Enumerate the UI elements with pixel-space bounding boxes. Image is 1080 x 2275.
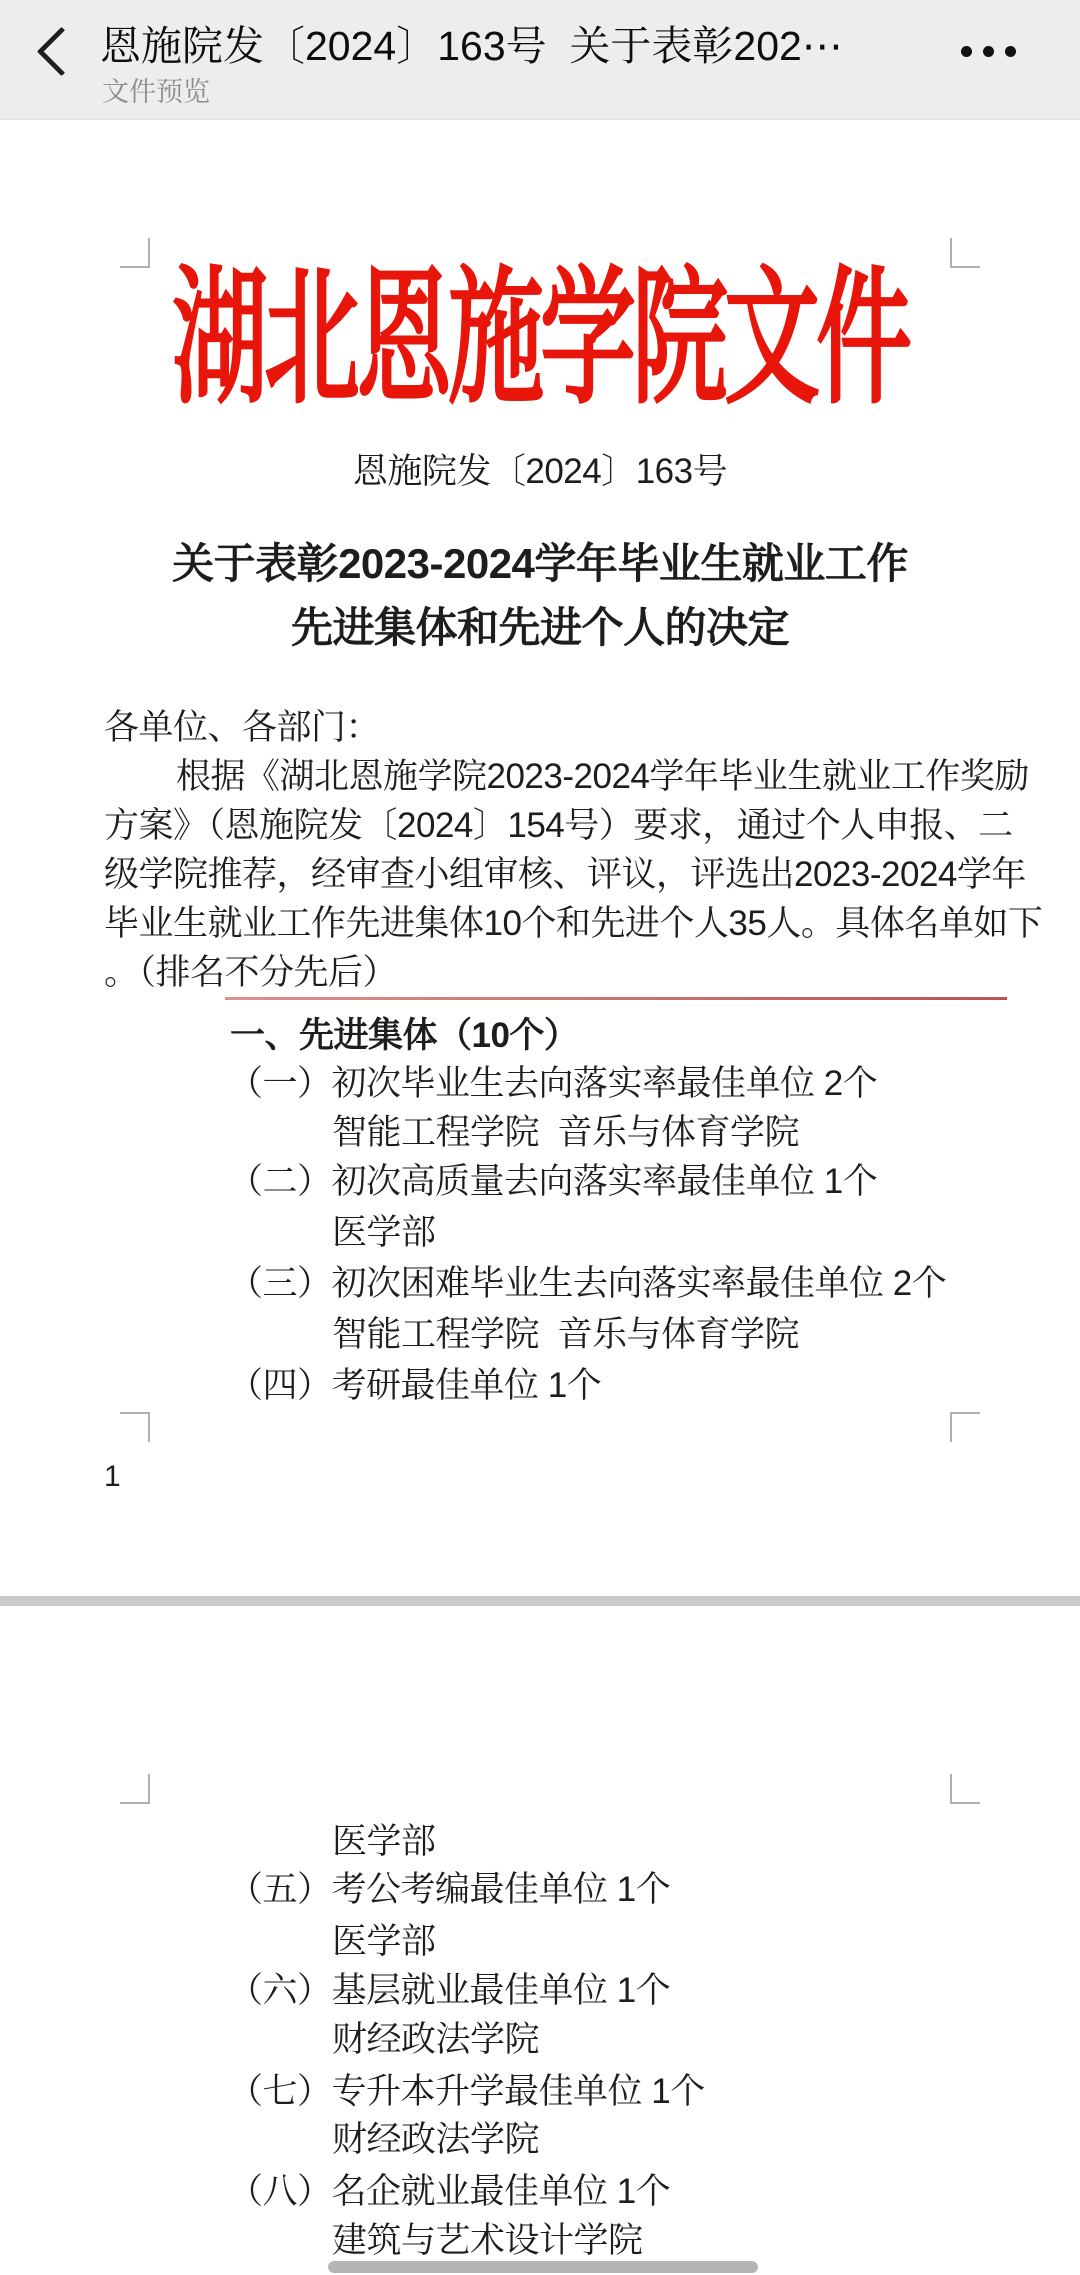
corner-mark — [120, 1412, 150, 1442]
more-dots-icon[interactable] — [961, 46, 1016, 57]
document-page-2[interactable] — [0, 1606, 1080, 2275]
back-chevron-icon[interactable] — [37, 27, 86, 76]
doc-text-line: （二）初次高质量去向落实率最佳单位 1个 — [228, 1162, 878, 1201]
doc-text-line: （八）名企就业最佳单位 1个 — [228, 2172, 671, 2211]
doc-text-line: 智能工程学院 音乐与体育学院 — [332, 1113, 799, 1152]
doc-text-line: 建筑与艺术设计学院 — [332, 2221, 643, 2260]
doc-text-line: （三）初次困难毕业生去向落实率最佳单位 2个 — [228, 1264, 947, 1303]
red-masthead: 湖北恩施学院文件 — [172, 256, 908, 423]
doc-text-line: 财经政法学院 — [332, 2020, 540, 2059]
doc-text-line: （四）考研最佳单位 1个 — [228, 1366, 602, 1405]
doc-text-line: （六）基层就业最佳单位 1个 — [228, 1971, 671, 2010]
file-preview-label: 文件预览 — [102, 77, 210, 107]
page-gap-divider — [0, 1596, 1080, 1606]
doc-text-line: 关于表彰2023-2024学年毕业生就业工作 — [172, 540, 908, 587]
doc-text-line: 方案》（恩施院发〔2024〕154号）要求，通过个人申报、二 — [104, 806, 1013, 845]
doc-text-line: 医学部 — [332, 1922, 436, 1961]
doc-text-line: 级学院推荐，经审查小组审核、评议，评选出2023-2024学年 — [104, 855, 1026, 894]
doc-text-line: 毕业生就业工作先进集体10个和先进个人35人。具体名单如下 — [104, 904, 1043, 943]
doc-text-line: 医学部 — [332, 1822, 436, 1861]
doc-text-line: 恩施院发〔2024〕163号 — [352, 452, 728, 491]
page-number: 1 — [104, 1460, 121, 1493]
doc-text-line: 医学部 — [332, 1213, 436, 1252]
gesture-bar[interactable] — [328, 2261, 758, 2273]
top-navigation-bar — [0, 0, 1080, 120]
doc-text-line: 财经政法学院 — [332, 2120, 540, 2159]
file-title: 恩施院发〔2024〕163号 关于表彰202⋯ — [100, 23, 843, 69]
doc-text-line: （五）考公考编最佳单位 1个 — [228, 1870, 671, 1909]
red-divider-line — [225, 997, 1007, 1000]
doc-text-line: （七）专升本升学最佳单位 1个 — [228, 2072, 705, 2111]
doc-text-line: 各单位、各部门： — [104, 708, 381, 747]
corner-mark — [950, 1774, 980, 1804]
corner-mark — [950, 1412, 980, 1442]
corner-mark — [120, 1774, 150, 1804]
doc-text-line: （一）初次毕业生去向落实率最佳单位 2个 — [228, 1064, 878, 1103]
doc-text-line: 一、先进集体（10个） — [230, 1016, 579, 1055]
doc-text-line: 。（排名不分先后） — [104, 953, 398, 992]
document-page-1[interactable] — [0, 120, 1080, 1596]
doc-text-line: 智能工程学院 音乐与体育学院 — [332, 1315, 799, 1354]
doc-text-line: 根据《湖北恩施学院2023-2024学年毕业生就业工作奖励 — [176, 757, 1029, 796]
doc-text-line: 先进集体和先进个人的决定 — [290, 604, 789, 651]
